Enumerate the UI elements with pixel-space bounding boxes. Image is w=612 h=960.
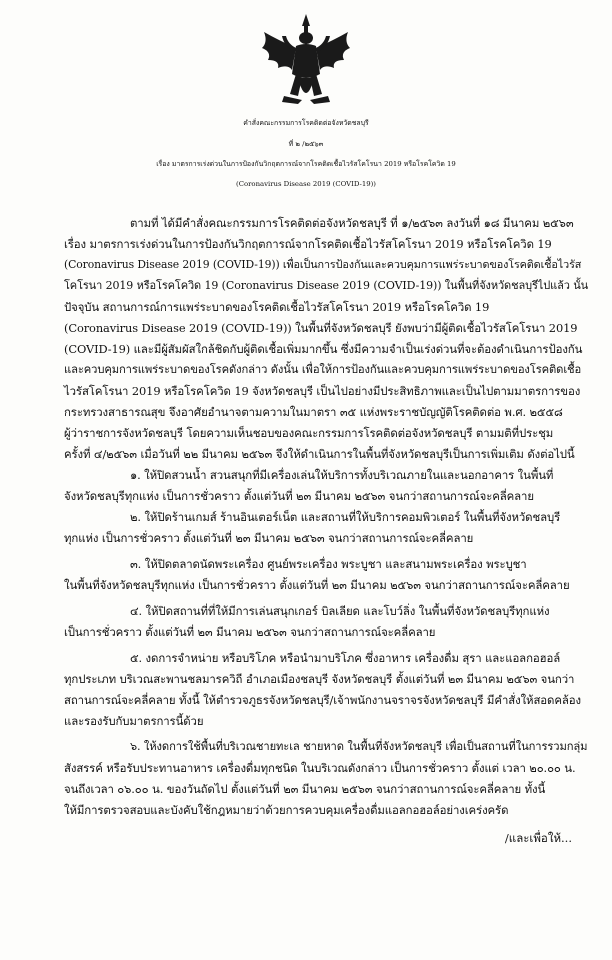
subject-line-2: (Coronavirus Disease 2019 (COVID-19)) [236,180,376,188]
body-line: (Coronavirus Disease 2019 (COVID-19)) ในพื้นที่จังหวัดชลบุรี ยังพบว่ามีผู้ติดเชื้อไวรัสโคโรนา 2019 [64,321,578,335]
body-line: เรื่อง มาตรการเร่งด่วนในการป้องกันวิกฤตการณ์จากโรคติดเชื้อไวรัสโคโรนา 2019 หรือโรคโควิด 19 [64,237,552,251]
body-line: (COVID-19) และมีผู้สัมผัสใกล้ชิดกับผู้ติดเชื้อเพิ่มมากขึ้น ซึ่งมีความจำเป็นเร่งด่วนที่จะต้องดำเนินการป้องกัน [64,342,583,356]
item-4-line: ๔. ให้ปิดสถานที่ที่ให้มีการเล่นสนุกเกอร์ บิลเลียด และโบว์ลิ่ง ในพื้นที่จังหวัดชลบุรีทุกแห่ง [130,604,550,618]
body-line: กระทรวงสาธารณสุข จึงอาศัยอำนาจตามความในมาตรา ๓๕ แห่งพระราชบัญญัติโรคติดต่อ พ.ศ. ๒๕๕๘ [64,405,563,419]
item-4-line: เป็นการชั่วคราว ตั้งแต่วันที่ ๒๓ มีนาคม ๒๕๖๓ จนกว่าสถานการณ์จะคลี่คลาย [64,625,436,639]
body-line: (Coronavirus Disease 2019 (COVID-19)) เพื่อเป็นการป้องกันและควบคุมการแพร่ระบาดของโรคติดเชื้อไวรัส [64,258,582,271]
item-6-line: จนถึงเวลา ๐๖.๐๐ น. ของวันถัดไป ตั้งแต่วันที่ ๒๓ มีนาคม ๒๕๖๓ จนกว่าสถานการณ์จะคลี่คลาย ทั้งนี้ [64,782,546,796]
order-number: ที่ ๒ /๒๕๖๓ [288,140,324,148]
item-5-line: ทุกประเภท บริเวณสะพานชลมารควิถี อำเภอเมืองชลบุรี จังหวัดชลบุรี ตั้งแต่วันที่ ๒๓ มีนาคม ๒๕๖๓ จนกว่า [64,672,575,686]
item-1-line: จังหวัดชลบุรีทุกแห่ง เป็นการชั่วคราว ตั้งแต่วันที่ ๒๓ มีนาคม ๒๕๖๓ จนกว่าสถานการณ์จะคลี่คลาย [64,489,534,503]
body-line: และควบคุมการแพร่ระบาดของโรคดังกล่าว ดังนั้น เพื่อให้การป้องกันและควบคุมการแพร่ระบาดของโรคติดเชื้อ [64,363,582,376]
item-6-line: สังสรรค์ หรือรับประทานอาหาร เครื่องดื่มทุกชนิด ในบริเวณดังกล่าว เป็นการชั่วคราว ตั้งแต่ เวลา ๒๐.๐๐ น. [64,761,576,775]
item-5-line: และรองรับกับมาตรการนี้ด้วย [64,714,204,728]
body-line: โคโรนา 2019 หรือโรคโควิด 19 (Coronavirus Disease 2019 (COVID-19)) ในพื้นที่จังหวัดชลบุรีไปแล้ว นั้น [64,279,589,292]
order-title: คำสั่งคณะกรรมการโรคติดต่อจังหวัดชลบุรี [243,119,369,127]
item-3-line: ในพื้นที่จังหวัดชลบุรีทุกแห่ง เป็นการชั่วคราว ตั้งแต่วันที่ ๒๓ มีนาคม ๒๕๖๓ จนกว่าสถานการณ์จะคลี่คลาย [64,578,570,592]
body-line: ผู้ว่าราชการจังหวัดชลบุรี โดยความเห็นชอบของคณะกรรมการโรคติดต่อจังหวัดชลบุรี ตามมติที่ประชุม [64,426,554,440]
item-6-line: ๖. ให้งดการใช้พื้นที่บริเวณชายทะเล ชายหาด ในพื้นที่จังหวัดชลบุรี เพื่อเป็นสถานที่ในการรวมกลุ่ม [130,740,588,753]
item-5-line: ๕. งดการจำหน่าย หรือบริโภค หรือนำมาบริโภค ซึ่งอาหาร เครื่องดื่ม สุรา และแอลกอฮอล์ [130,651,561,665]
body-line: ตามที่ ได้มีคำสั่งคณะกรรมการโรคติดต่อจังหวัดชลบุรี ที่ ๑/๒๕๖๓ ลงวันที่ ๑๘ มีนาคม ๒๕๖๓ [130,216,574,230]
body-line: ปัจจุบัน สถานการณ์การแพร่ระบาดของโรคติดเชื้อไวรัสโคโรนา 2019 หรือโรคโควิด 19 [64,300,490,314]
body-line: ครั้งที่ ๔/๒๕๖๓ เมื่อวันที่ ๒๒ มีนาคม ๒๕๖๓ จึงให้ดำเนินการในพื้นที่จังหวัดชลบุรีเป็นการเพิ่มเติม ดังต่อไปนี้ [64,447,575,461]
item-3-line: ๓. ให้ปิดตลาดนัดพระเครื่อง ศูนย์พระเครื่อง พระบูชา และสนามพระเครื่อง พระบูชา [130,557,527,571]
subject-line-1: เรื่อง มาตรการเร่งด่วนในการป้องกันวิกฤตการณ์จากโรคติดเชื้อไวรัสโคโรนา 2019 หรือโรคโควิด 19 [156,160,456,168]
body-line: ไวรัสโคโรนา 2019 หรือโรคโควิด 19 จังหวัดชลบุรี เป็นไปอย่างมีประสิทธิภาพและเป็นไปตามมาตรการของ [64,384,581,398]
item-2-line: ทุกแห่ง เป็นการชั่วคราว ตั้งแต่วันที่ ๒๓ มีนาคม ๒๕๖๓ จนกว่าสถานการณ์จะคลี่คลาย [64,531,474,545]
item-1-line: ๑. ให้ปิดสวนน้ำ สวนสนุกที่มีเครื่องเล่นให้บริการทั้งบริเวณภายในและนอกอาคาร ในพื้นที่ [130,468,554,482]
garuda-emblem-icon [258,12,354,112]
item-5-line: สถานการณ์จะคลี่คลาย ทั้งนี้ ให้ตำรวจภูธรจังหวัดชลบุรี/เจ้าพนักงานจราจรจังหวัดชลบุรี มีคำสั่งให้สอดคล้อง [64,693,581,707]
item-6-line: ให้มีการตรวจสอบและบังคับใช้กฎหมายว่าด้วยการควบคุมเครื่องดื่มแอลกอฮอล์อย่างเคร่งครัด [64,803,509,817]
continuation-marker: /และเพื่อให้... [504,831,572,845]
item-2-line: ๒. ให้ปิดร้านเกมส์ ร้านอินเตอร์เน็ต และสถานที่ให้บริการคอมพิวเตอร์ ในพื้นที่จังหวัดชลบุรี [130,510,561,524]
